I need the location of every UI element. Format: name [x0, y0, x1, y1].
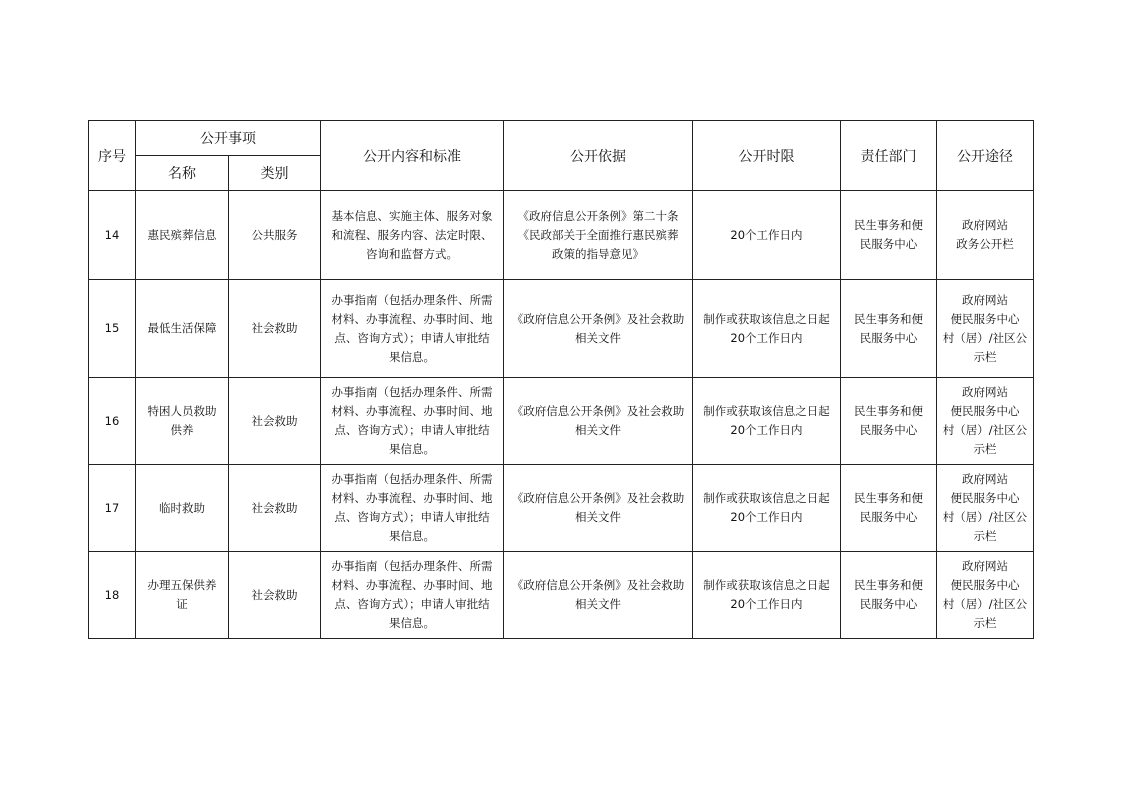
cell-time-limit: 制作或获取该信息之日起 20个工作日内: [693, 552, 841, 639]
header-category: 类别: [229, 156, 321, 191]
cell-content: 基本信息、实施主体、服务对象 和流程、服务内容、法定时限、 咨询和监督方式。: [321, 191, 504, 280]
table-row: [89, 465, 1034, 552]
cell-seq: 18: [89, 552, 136, 639]
cell-time-limit: 20个工作日内: [693, 191, 841, 280]
cell-name: 惠民殡葬信息: [136, 191, 229, 280]
cell-channel: 政府网站 便民服务中心 村（居）/社区公 示栏: [937, 465, 1034, 552]
header-channel: 公开途径: [937, 121, 1034, 191]
cell-seq: 17: [89, 465, 136, 552]
cell-category: 社会救助: [229, 552, 321, 639]
cell-category: 公共服务: [229, 191, 321, 280]
cell-category: 社会救助: [229, 378, 321, 465]
cell-basis: 《政府信息公开条例》及社会救助 相关文件: [504, 552, 693, 639]
header-content: 公开内容和标准: [321, 121, 504, 191]
cell-category: 社会救助: [229, 465, 321, 552]
cell-name: 特困人员救助 供养: [136, 378, 229, 465]
cell-name: 办理五保供养 证: [136, 552, 229, 639]
cell-channel: 政府网站 便民服务中心 村（居）/社区公 示栏: [937, 280, 1034, 378]
cell-seq: 15: [89, 280, 136, 378]
header-name: 名称: [136, 156, 229, 191]
cell-content: 办事指南（包括办理条件、所需 材料、办事流程、办事时间、地 点、咨询方式）；申请人审批结 果信息。: [321, 280, 504, 378]
header-seq: 序号: [89, 121, 136, 191]
table-row: [89, 280, 1034, 378]
cell-basis: 《政府信息公开条例》及社会救助 相关文件: [504, 378, 693, 465]
cell-basis: 《政府信息公开条例》及社会救助 相关文件: [504, 465, 693, 552]
table-body: [89, 191, 1034, 639]
cell-time-limit: 制作或获取该信息之日起 20个工作日内: [693, 280, 841, 378]
cell-content: 办事指南（包括办理条件、所需 材料、办事流程、办事时间、地 点、咨询方式）；申请人审批结 果信息。: [321, 465, 504, 552]
cell-seq: 14: [89, 191, 136, 280]
cell-time-limit: 制作或获取该信息之日起 20个工作日内: [693, 378, 841, 465]
table-header: [89, 121, 1034, 191]
cell-dept: 民生事务和便 民服务中心: [841, 191, 937, 280]
cell-channel: 政府网站 便民服务中心 村（居）/社区公 示栏: [937, 552, 1034, 639]
cell-dept: 民生事务和便 民服务中心: [841, 280, 937, 378]
cell-name: 临时救助: [136, 465, 229, 552]
cell-content: 办事指南（包括办理条件、所需 材料、办事流程、办事时间、地 点、咨询方式）；申请人审批结 果信息。: [321, 552, 504, 639]
cell-content: 办事指南（包括办理条件、所需 材料、办事流程、办事时间、地 点、咨询方式）；申请人审批结 果信息。: [321, 378, 504, 465]
cell-time-limit: 制作或获取该信息之日起 20个工作日内: [693, 465, 841, 552]
cell-dept: 民生事务和便 民服务中心: [841, 378, 937, 465]
header-time-limit: 公开时限: [693, 121, 841, 191]
disclosure-table: [88, 120, 1034, 639]
cell-dept: 民生事务和便 民服务中心: [841, 552, 937, 639]
cell-category: 社会救助: [229, 280, 321, 378]
header-basis: 公开依据: [504, 121, 693, 191]
table-row: [89, 552, 1034, 639]
cell-name: 最低生活保障: [136, 280, 229, 378]
table-row: [89, 191, 1034, 280]
header-dept: 责任部门: [841, 121, 937, 191]
cell-seq: 16: [89, 378, 136, 465]
cell-basis: 《政府信息公开条例》及社会救助 相关文件: [504, 280, 693, 378]
cell-channel: 政府网站 政务公开栏: [937, 191, 1034, 280]
cell-basis: 《政府信息公开条例》第二十条 《民政部关于全面推行惠民殡葬 政策的指导意见》: [504, 191, 693, 280]
header-public-item: 公开事项: [136, 121, 321, 156]
cell-dept: 民生事务和便 民服务中心: [841, 465, 937, 552]
table-row: [89, 378, 1034, 465]
cell-channel: 政府网站 便民服务中心 村（居）/社区公 示栏: [937, 378, 1034, 465]
